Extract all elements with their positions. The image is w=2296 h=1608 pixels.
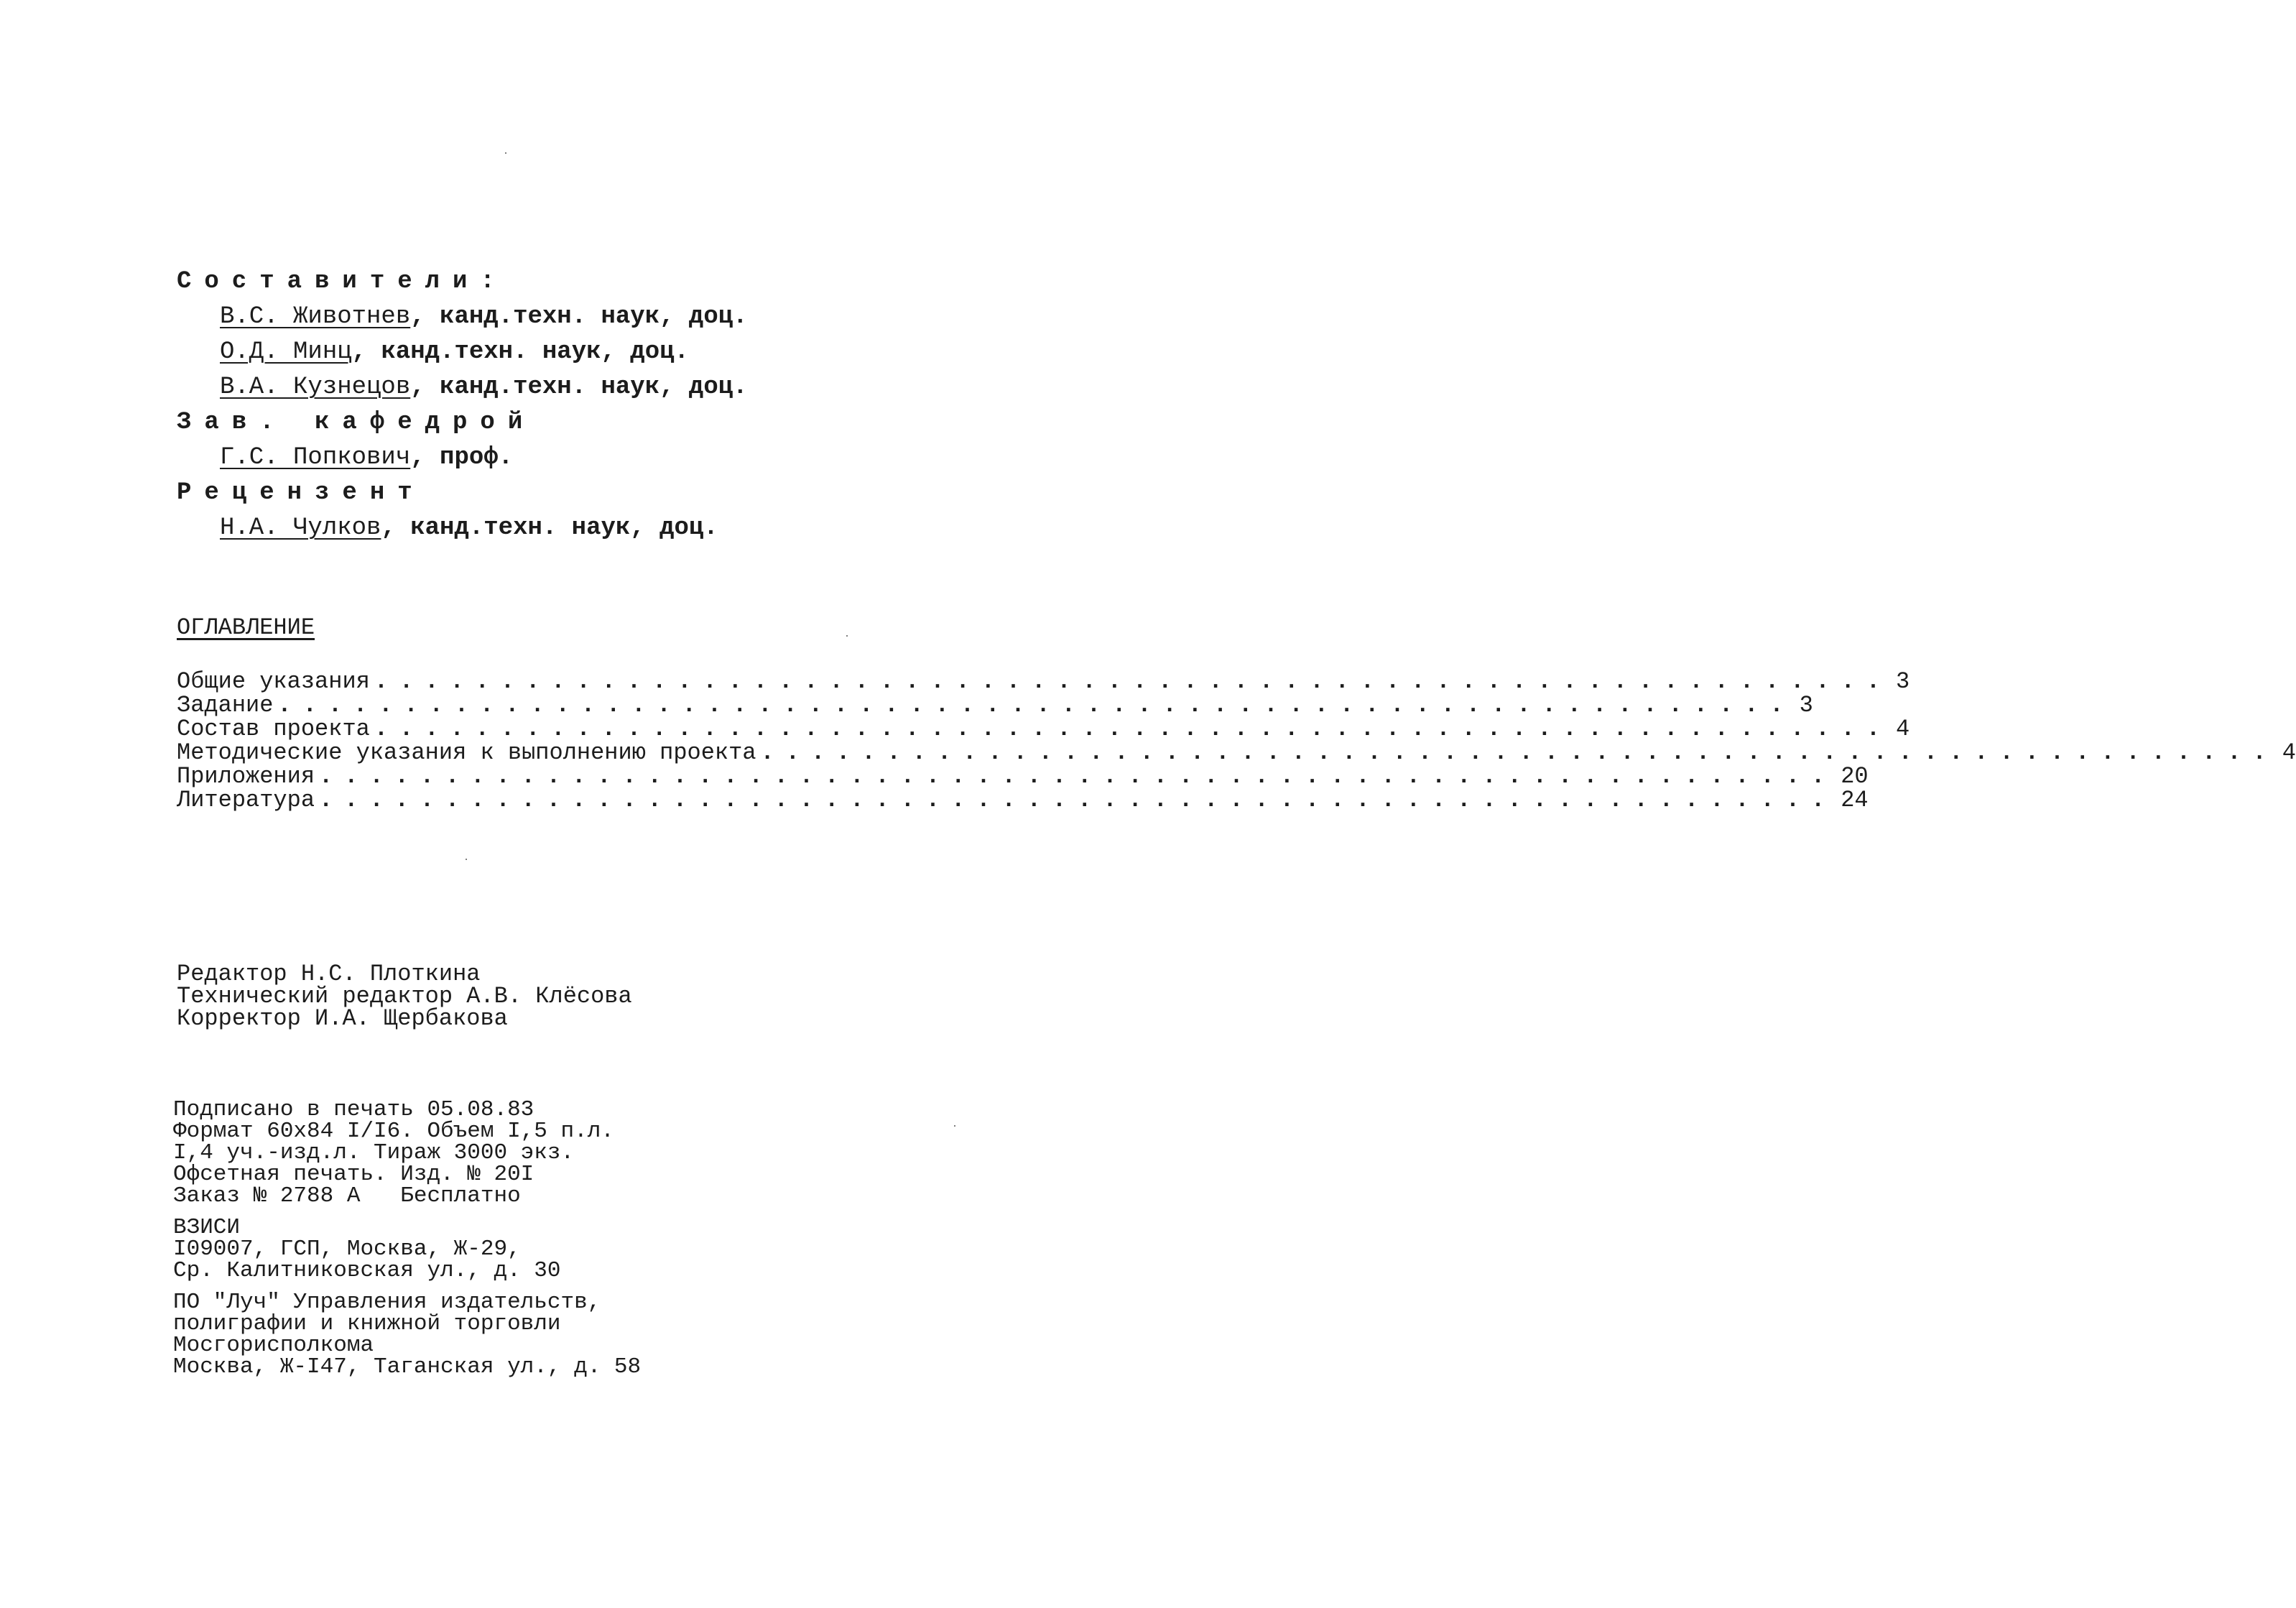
compiler-2 [177,335,748,370]
imprint-block [173,1099,641,1378]
toc-leader-dots: ............................................................ [374,668,1892,695]
proofreader-line: Корректор И.А. Щербакова [177,1005,508,1032]
head-heading: Зав. кафедрой [177,409,536,436]
toc-entry-page: 20 [1841,763,1869,790]
technical-editor-line: Технический редактор А.В. Клёсова [177,983,632,1009]
editor-line: Редактор Н.С. Плоткина [177,961,481,987]
institute-address-2: Ср. Калитниковская ул., д. 30 [173,1258,561,1283]
reviewer-heading: Рецензент [177,479,425,507]
scan-speck [505,152,506,154]
toc-entry-label: Методические указания к выполнению проекта [177,739,756,766]
toc-entry-label: Задание [177,692,274,718]
scan-speck [846,635,848,637]
institute-address-1: I09007, ГСП, Москва, Ж-29, [173,1237,521,1262]
department-head-name: Г.С. Попкович [220,444,411,471]
toc-title: ОГЛАВЛЕНИЕ [177,614,315,641]
toc-entry [177,716,1910,742]
imprint-signed-line: Подписано в печать 05.08.83 [173,1097,534,1122]
printer-address: Москва, Ж-I47, Таганская ул., д. 58 [173,1354,642,1380]
department-head [177,440,748,476]
toc-entry [177,739,2296,766]
toc-entry-label: Литература [177,787,315,813]
reviewer-title: , канд.техн. наук, доц. [381,514,718,542]
imprint-order-line: Заказ № 2788 А Бесплатно [173,1183,521,1209]
toc-leader-dots: ............................................................ [760,739,2278,766]
toc-leader-dots: ............................................................ [319,763,1837,790]
compiler-1-title: , канд.техн. наук, доц. [410,303,748,331]
compiler-1-name: В.С. Животнев [220,303,411,331]
printer-line-3: Мосгорисполкома [173,1333,374,1358]
toc-entry-page: 3 [1799,692,1813,718]
toc-entry-page: 24 [1841,787,1869,813]
imprint-circulation-line: I,4 уч.-изд.л. Тираж 3000 экз. [173,1140,575,1165]
toc-entry [177,692,1813,718]
toc-entry-page: 3 [1896,668,1910,695]
imprint-format-line: Формат 60х84 I/I6. Объем I,5 п.л. [173,1119,614,1144]
compilers-heading: Составители: [177,268,508,295]
compiler-2-title: , канд.техн. наук, доц. [351,338,689,366]
toc-entry-page: 4 [2282,739,2296,766]
compiler-2-name: О.Д. Минц [220,338,352,366]
institute-name: ВЗИСИ [173,1215,241,1240]
toc-entry [177,763,1869,790]
toc-entry-label: Состав проекта [177,716,370,742]
imprint-offset-line: Офсетная печать. Изд. № 20I [173,1162,534,1187]
credits-block [177,264,748,546]
compiler-1 [177,300,748,335]
toc-entry-label: Приложения [177,763,315,790]
compiler-3-title: , канд.техн. наук, доц. [410,374,748,401]
toc-entry [177,668,1910,695]
department-head-title: , проф. [410,444,514,471]
printer-line-1: ПО "Луч" Управления издательств, [173,1290,601,1315]
reviewer [177,511,748,546]
printer-line-2: полиграфии и книжной торговли [173,1311,561,1336]
toc-entry [177,787,1869,813]
scan-speck [954,1125,955,1127]
toc-leader-dots: ............................................................ [374,716,1892,742]
toc-leader-dots: ............................................................ [277,692,1795,718]
reviewer-name: Н.А. Чулков [220,514,381,542]
toc-entry-label: Общие указания [177,668,370,695]
toc-leader-dots: ............................................................ [319,787,1837,813]
scan-speck [466,859,467,860]
toc-entry-page: 4 [1896,716,1910,742]
compiler-3-name: В.А. Кузнецов [220,374,411,401]
editors-block [177,963,632,1030]
table-of-contents [177,668,2296,813]
compiler-3 [177,370,748,405]
